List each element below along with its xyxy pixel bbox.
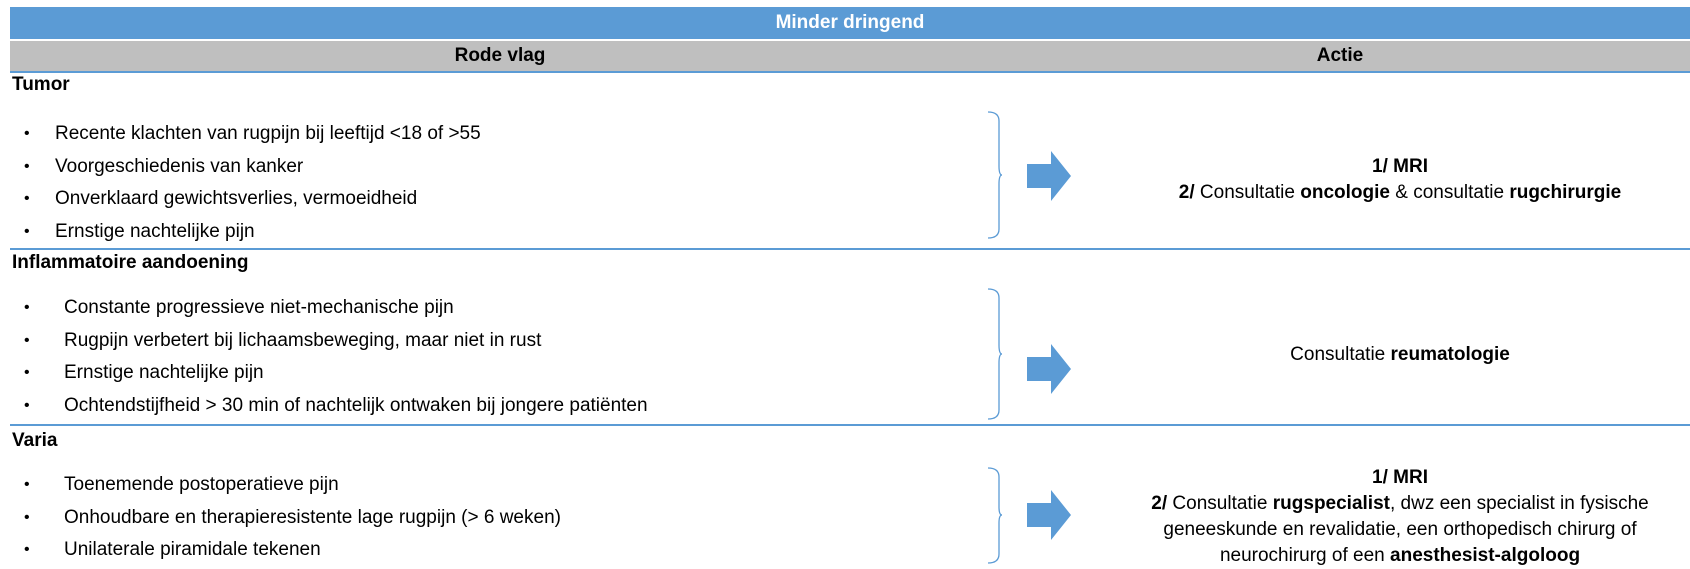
action-specialty: anesthesist-algoloog (1390, 545, 1581, 566)
section-title-inflammatoire: Inflammatoire aandoening (12, 252, 249, 273)
action-line-consult (1110, 180, 1690, 206)
right-arrow-icon (1027, 490, 1072, 540)
list-item (24, 151, 481, 184)
tumor-list (24, 118, 481, 248)
inflammatoire-list (24, 292, 648, 422)
right-arrow-icon (1027, 151, 1072, 201)
bullet: • (24, 541, 30, 558)
section-divider (10, 424, 1690, 426)
list-item (24, 292, 648, 325)
list-item (24, 216, 481, 249)
bullet: • (24, 508, 30, 526)
list-item-text: Constante progressieve niet-mechanische pijn (64, 297, 454, 318)
bullet: • (24, 125, 30, 142)
list-item-text: Voorgeschiedenis van kanker (55, 155, 304, 177)
list-item (24, 118, 481, 151)
bullet: • (24, 331, 30, 349)
list-item (24, 534, 561, 567)
table-title: Minder dringend (10, 7, 1690, 39)
action-specialty: reumatologie (1390, 344, 1510, 365)
list-item (24, 469, 561, 502)
bullet: • (24, 476, 30, 493)
section-title-varia: Varia (12, 430, 58, 451)
bullet: • (24, 299, 30, 316)
action-mri-text: 1/ MRI (1372, 467, 1428, 488)
action-varia (1110, 465, 1690, 569)
right-brace-icon (987, 111, 1003, 239)
varia-list (24, 469, 561, 567)
action-inflammatoire (1110, 342, 1690, 368)
action-mri-text: 1/ MRI (1372, 156, 1428, 177)
list-item-text: Unilaterale piramidale tekenen (64, 539, 321, 560)
action-line-consult (1110, 491, 1690, 569)
action-num: 2/ (1178, 182, 1195, 203)
right-brace-icon (987, 467, 1003, 564)
bullet: • (24, 222, 30, 240)
list-item-text: Ernstige nachtelijke pijn (55, 220, 255, 242)
list-item (24, 502, 561, 535)
bullet: • (24, 190, 30, 207)
list-item-text: Onhoudbare en therapieresistente lage rugpijn (> 6 weken) (64, 506, 561, 528)
action-specialty: rugchirurgie (1509, 182, 1622, 203)
action-specialty: oncologie (1300, 182, 1390, 203)
list-item (24, 390, 648, 423)
list-item-text: Ochtendstijfheid > 30 min of nachtelijk ontwaken bij jongere patiënten (64, 394, 648, 416)
right-brace-icon (987, 288, 1003, 420)
action-line-mri (1110, 465, 1690, 491)
action-line-consult (1110, 342, 1690, 368)
list-item-text: Recente klachten van rugpijn bij leeftijd <18 of >55 (55, 123, 481, 144)
action-num: 2/ (1151, 493, 1168, 514)
action-specialty: rugspecialist (1272, 493, 1390, 514)
column-header-rode-vlag: Rode vlag (10, 41, 990, 73)
list-item-text: Rugpijn verbetert bij lichaamsbeweging, maar niet in rust (64, 329, 542, 351)
list-item-text: Toenemende postoperatieve pijn (64, 474, 339, 495)
column-header-actie: Actie (990, 41, 1690, 73)
list-item (24, 325, 648, 358)
section-title-tumor: Tumor (12, 74, 70, 95)
action-text: Consultatie (1194, 182, 1301, 203)
bullet: • (24, 396, 30, 414)
action-tumor (1110, 154, 1690, 206)
list-item-text: Ernstige nachtelijke pijn (64, 362, 264, 383)
action-text: Consultatie (1167, 493, 1273, 514)
action-text: & consultatie (1389, 182, 1510, 203)
list-item (24, 357, 648, 390)
list-item (24, 183, 481, 216)
list-item-text: Onverklaard gewichtsverlies, vermoeidheid (55, 188, 418, 209)
section-divider (10, 248, 1690, 250)
action-text: Consultatie (1290, 344, 1391, 365)
bullet: • (24, 157, 30, 175)
action-line-mri (1110, 154, 1690, 180)
right-arrow-icon (1027, 344, 1072, 394)
bullet: • (24, 364, 30, 381)
action-text: , dwz een specialist in fysische geneeskunde en revalidatie, een orthopedisch chirurg of neurochirurg of een (1163, 493, 1649, 566)
